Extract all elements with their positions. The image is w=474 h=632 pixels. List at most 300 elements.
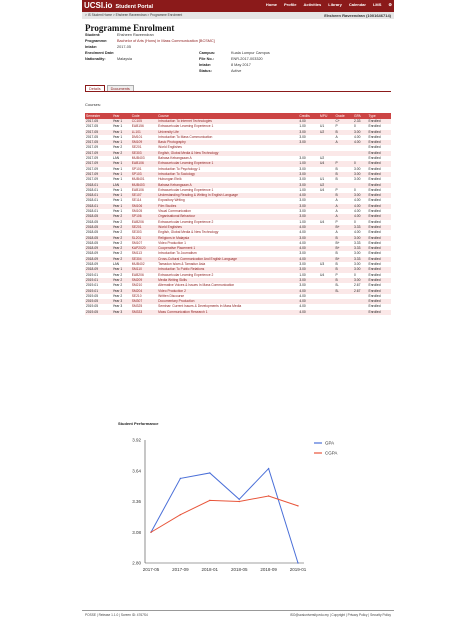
cell-course[interactable]: Introduction To Psychology 1 [157,167,298,172]
cell-course[interactable]: Introduction To Sociology [157,172,298,177]
legend-label: CGPA [325,450,338,456]
cell-mpu: U2 [319,183,334,188]
cell-course[interactable]: Bahasa Kebangsaan A [157,156,298,161]
cell-mpu: U4 [319,161,334,166]
cell-grade: B- [334,283,353,288]
top-bar [82,0,394,12]
cell-course[interactable]: Introduction To Journalism [157,251,298,256]
cell-code[interactable]: SM105 [131,209,157,214]
column-header: Code [131,113,157,119]
column-header: Type [368,113,392,119]
cell-code[interactable]: KAP2020 [131,246,157,251]
tab-divider [85,91,391,92]
table-row [85,310,391,315]
cell-year: Year 2 [112,278,131,283]
tab-documents[interactable]: Documents [107,85,134,92]
cell-semester: 2017-09 [85,177,112,182]
cell-year: LAN [112,183,131,188]
cell-code[interactable]: MUB401 [131,177,157,182]
cell-course[interactable]: Cooperative Placement 1 [157,246,298,251]
data-point-gpa [209,472,210,473]
cell-course[interactable]: Introduction To Mass Communication [157,135,298,140]
cell-credits: 3.00 [298,198,319,203]
cell-gpa: 0 [353,124,367,129]
legend-label: GPA [325,440,335,446]
cell-credits: 3.00 [298,167,319,172]
cell-gpa: 2.67 [353,283,367,288]
cell-semester: 2017-09 [85,151,112,156]
cell-gpa: 0 [353,273,367,278]
cell-type: Enrolled [368,294,392,299]
cell-gpa: 3.00 [353,262,367,267]
info-key: Status: [199,69,212,73]
cell-code[interactable]: SM204 [131,289,157,294]
info-key: Student: [85,33,101,37]
column-header: Credits [298,113,319,119]
cell-type: Enrolled [368,188,392,193]
cell-code[interactable]: SP106 [131,214,157,219]
cell-year: Year 1 [112,140,131,145]
cell-grade: B [334,193,353,198]
cell-semester: 2018-05 [85,220,112,225]
cell-semester: 2018-09 [85,257,112,262]
cell-year: Year 3 [112,299,131,304]
cell-course[interactable]: Expository Writing [157,198,298,203]
x-tick-label: 2018-01 [201,567,219,572]
cell-mpu: U1 [319,177,334,182]
cell-code[interactable]: SE114 [131,198,157,203]
cell-year: Year 1 [112,124,131,129]
cell-grade: C+ [334,119,353,124]
series-line-cgpa [151,496,298,532]
cell-course[interactable]: Understanding Reading & Writing In English Language [157,193,298,198]
breadcrumb-text[interactable]: > IS Student Home > Ehsheen Raveendran > Programme Enrolment [85,13,183,17]
cell-code[interactable]: SP101 [131,167,157,172]
cell-year: Year 1 [112,167,131,172]
cell-gpa: 3.00 [353,278,367,283]
cell-grade: P [334,273,353,278]
cell-semester: 2019-05 [85,310,112,315]
cell-year: Year 1 [112,172,131,177]
cell-course[interactable]: Written Discourse [157,294,298,299]
cell-grade: P [334,220,353,225]
cell-gpa: 3.00 [353,172,367,177]
cell-mpu: U4 [319,188,334,193]
cell-year: Year 2 [112,273,131,278]
cell-type: Enrolled [368,145,392,150]
cell-grade: B [334,130,353,135]
cell-course[interactable]: Video Production 2 [157,289,298,294]
cell-code[interactable]: EAB206 [131,273,157,278]
cell-mpu [319,310,334,315]
cell-gpa: 4.00 [353,204,367,209]
cell-grade: A [334,140,353,145]
cell-code[interactable]: SL201 [131,236,157,241]
cell-year: Year 2 [112,236,131,241]
data-point-gpa [268,468,269,469]
cell-gpa: 3.00 [353,177,367,182]
cell-code[interactable]: SE210 [131,294,157,299]
cell-year: Year 1 [112,198,131,203]
cell-credits: 3.00 [298,130,319,135]
data-point-cgpa [150,532,151,533]
cell-code[interactable]: SE303 [131,151,157,156]
cell-type: Enrolled [368,225,392,230]
cell-grade: B [334,236,353,241]
cell-semester: 2018-01 [85,188,112,193]
cell-code[interactable]: SE303 [131,230,157,235]
y-tick-label: 2.80 [132,560,141,566]
cell-type: Enrolled [368,283,392,288]
cell-course[interactable]: Cross-Cultural Communication And English Language [157,257,298,262]
tab-details[interactable]: Details [85,85,105,92]
data-point-gpa [297,562,298,563]
cell-year: Year 1 [112,130,131,135]
cell-type: Enrolled [368,156,392,161]
cell-type: Enrolled [368,119,392,124]
cell-year: Year 2 [112,241,131,246]
cell-grade: A [334,230,353,235]
cell-grade: B [334,167,353,172]
cell-semester: 2018-01 [85,209,112,214]
cell-type: Enrolled [368,209,392,214]
cell-gpa: 0 [353,161,367,166]
cell-code[interactable]: SM113 [131,251,157,256]
cell-credits: 3.00 [298,172,319,177]
data-point-cgpa [209,500,210,501]
cell-semester: 2019-05 [85,304,112,309]
cell-credits: 4.00 [298,230,319,235]
programme-link[interactable]: Bachelor of Arts (Hons) in Mass Communication [BCSMC] [117,39,215,43]
cell-semester: 2018-09 [85,267,112,272]
cell-course[interactable]: English, Global Media & New Technology [157,230,298,235]
cell-code[interactable]: SM325 [131,304,157,309]
cell-code[interactable]: SM307 [131,299,157,304]
cell-credits: 1.00 [298,124,319,129]
cell-semester: 2018-05 [85,230,112,235]
cell-year: Year 2 [112,283,131,288]
cell-course[interactable]: Bahasa Kebangsaan A [157,183,298,188]
cell-grade: P [334,188,353,193]
cell-grade: B [334,278,353,283]
cell-type: Enrolled [368,230,392,235]
cell-code[interactable]: SE304 [131,257,157,262]
cell-semester: 2017-09 [85,145,112,150]
cell-course[interactable]: Media Writing Skills [157,278,298,283]
cell-course[interactable]: Extracurricular Learning Experience 1 [157,188,298,193]
page-title: Programme Enrolment [85,23,175,33]
cell-code[interactable]: MUB403 [131,183,157,188]
cell-year: Year 2 [112,251,131,256]
cell-course[interactable]: Religions in Malaysia [157,236,298,241]
cell-course[interactable]: Visual Communication [157,209,298,214]
info-key: Intake: [85,45,98,49]
cell-year: Year 2 [112,145,131,150]
cell-course[interactable]: Extracurricular Learning Experience 1 [157,161,298,166]
cell-grade: B [334,172,353,177]
cell-credits: 3.00 [298,183,319,188]
info-left [85,33,215,63]
cell-course[interactable]: Basic Photography [157,140,298,145]
info-value: Ehsheen Raveendran [117,33,154,37]
cell-year: Year 3 [112,289,131,294]
cell-code[interactable]: EAB156 [131,124,157,129]
cell-credits: 3.00 [298,214,319,219]
nav-lms[interactable]: LMS [372,2,382,7]
cell-course[interactable]: Tamadun Islam & Tamadun Asia [157,262,298,267]
cell-mpu: U2 [319,130,334,135]
cell-code[interactable]: SM210 [131,283,157,288]
cell-course[interactable]: Documentary Production [157,299,298,304]
cell-course[interactable]: Extracurricular Learning Experience 2 [157,273,298,278]
cell-semester: 2017-09 [85,156,112,161]
x-tick-label: 2018-09 [260,567,277,572]
cell-course[interactable]: Introduction To Internet Technologies [157,119,298,124]
cell-semester: 2019-01 [85,278,112,283]
cell-code[interactable]: SM109 [131,140,157,145]
table-body [85,119,391,315]
cell-code[interactable]: MUB402 [131,262,157,267]
column-header: Year [112,113,131,119]
cell-semester: 2017-09 [85,161,112,166]
data-point-cgpa [297,505,298,506]
cell-credits: 4.00 [298,294,319,299]
cell-gpa: 2.67 [353,289,367,294]
cell-year: Year 2 [112,151,131,156]
cell-gpa: 2.33 [353,119,367,124]
cell-type: Enrolled [368,289,392,294]
nav-activities[interactable]: Activities [303,2,322,7]
cell-year: Year 2 [112,225,131,230]
cell-credits: 3.00 [298,135,319,140]
info-row [85,57,215,63]
cell-mpu: U4 [319,273,334,278]
cell-year: Year 1 [112,188,131,193]
cell-type: Enrolled [368,267,392,272]
cell-mpu: U4 [319,220,334,225]
data-point-gpa [239,499,240,500]
cell-type: Enrolled [368,304,392,309]
cell-semester: 2018-01 [85,183,112,188]
cell-credits: 4.00 [298,310,319,315]
cell-code[interactable]: SM333 [131,310,157,315]
cell-gpa: 3.00 [353,193,367,198]
cell-credits: 4.00 [298,225,319,230]
user-name: Ehsheen Raveendran (1001646714) [324,13,391,18]
cell-type: Enrolled [368,278,392,283]
cell-grade: B+ [334,246,353,251]
cell-course[interactable]: Extracurricular Learning Experience 1 [157,124,298,129]
cell-year: Year 1 [112,161,131,166]
cell-type: Enrolled [368,193,392,198]
cell-type: Enrolled [368,198,392,203]
cell-semester: 2018-09 [85,251,112,256]
cell-course[interactable]: University Life [157,130,298,135]
cell-course[interactable]: Alternative Voices & Issues In Mass Communication [157,283,298,288]
cell-credits: 3.00 [298,283,319,288]
cell-type: Enrolled [368,220,392,225]
info-value: 8 May 2017 [231,63,251,67]
cell-mpu: U2 [319,156,334,161]
brand-logo[interactable] [84,1,153,10]
cell-code[interactable]: SP103 [131,172,157,177]
cell-semester: 2017-09 [85,172,112,177]
cell-type: Enrolled [368,262,392,267]
cell-course[interactable]: Introduction To Public Relations [157,267,298,272]
cell-credits: 3.00 [298,262,319,267]
cell-semester: 2019-01 [85,289,112,294]
y-tick-label: 3.64 [132,468,141,474]
cell-year: Year 1 [112,177,131,182]
cell-year: Year 1 [112,209,131,214]
cell-code[interactable]: SE201 [131,145,157,150]
info-key: Campus: [199,51,216,55]
x-tick-label: 2017-09 [172,567,189,572]
cell-code[interactable]: EAB106 [131,188,157,193]
footer-right[interactable]: ISO@ucsiuniversity.edu.my | Copyright | Privacy Policy | Security Policy [289,613,391,617]
cell-credits: 3.00 [298,204,319,209]
chart-title: Student Performance [118,421,159,426]
cell-credits: 3.00 [298,209,319,214]
cell-grade: B [334,177,353,182]
cell-code[interactable]: EAB206 [131,220,157,225]
series-line-gpa [151,469,298,563]
data-point-cgpa [268,495,269,496]
cell-semester: 2018-05 [85,241,112,246]
cell-type: Enrolled [368,124,392,129]
column-header: Grade [334,113,353,119]
cell-gpa: 3.00 [353,236,367,241]
nav-home[interactable]: Home [265,2,278,7]
cell-course[interactable]: Video Production 1 [157,241,298,246]
cell-semester: 2018-05 [85,214,112,219]
cell-code[interactable]: SE107 [131,193,157,198]
cell-course[interactable]: Mass Communication Research 1 [157,310,298,315]
cell-semester: 2018-01 [85,204,112,209]
cell-course[interactable]: World Englishes [157,145,298,150]
cell-code[interactable]: EAB106 [131,161,157,166]
data-point-cgpa [239,501,240,502]
settings-icon[interactable]: ⚙ [388,2,392,7]
cell-credits: 4.00 [298,289,319,294]
cell-type: Enrolled [368,135,392,140]
cell-credits: 4.00 [298,193,319,198]
cell-year: Year 2 [112,220,131,225]
cell-grade: A [334,214,353,219]
cell-semester: 2017-09 [85,167,112,172]
cell-code[interactable]: DM101 [131,135,157,140]
nav-profile[interactable]: Profile [284,2,297,7]
nav-calendar[interactable]: Calendar [348,2,366,7]
info-value: ENR-2017-003320 [231,57,263,61]
cell-semester: 2019-01 [85,283,112,288]
cell-course[interactable]: Film Studies [157,204,298,209]
cell-gpa: 0 [353,188,367,193]
cell-code[interactable]: MUB403 [131,156,157,161]
column-header: MPU [319,113,334,119]
cell-semester: 2018-05 [85,236,112,241]
courses-label: Courses: [85,102,102,107]
cell-type: Enrolled [368,273,392,278]
cell-gpa: 4.00 [353,209,367,214]
cell-course[interactable]: World Englishes [157,225,298,230]
page [82,0,394,632]
cell-gpa: 3.00 [353,251,367,256]
cell-code[interactable]: LL101 [131,130,157,135]
cell-grade: B [334,251,353,256]
footer-left: POSSE | Release 1.1.0 | Screen ID: 4767S4 [85,613,148,617]
cell-gpa: 3.33 [353,257,367,262]
x-tick-label: 2017-05 [142,567,160,572]
cell-gpa: 3.00 [353,167,367,172]
cell-credits: 4.00 [298,246,319,251]
cell-gpa: 4.00 [353,198,367,203]
info-key: Nationality: [85,57,106,61]
cell-credits: 4.00 [298,257,319,262]
cell-year: LAN [112,262,131,267]
cell-year: Year 2 [112,257,131,262]
cell-year: LAN [112,156,131,161]
cell-grade [334,310,353,315]
cell-grade: A [334,198,353,203]
cell-course[interactable]: English, Global Media & New Technology [157,151,298,156]
cell-type: Enrolled [368,246,392,251]
cell-grade: A [334,204,353,209]
cell-semester: 2018-01 [85,198,112,203]
cell-grade: P [334,124,353,129]
cell-semester: 2017-05 [85,140,112,145]
cell-year: Year 2 [112,246,131,251]
cell-gpa: 0 [353,220,367,225]
cell-type: Enrolled [368,251,392,256]
cell-code[interactable]: SM209 [131,278,157,283]
cell-gpa [353,310,367,315]
cell-credits: 3.00 [298,251,319,256]
cell-course[interactable]: Extracurricular Learning Experience 2 [157,220,298,225]
cell-grade: B [334,262,353,267]
cell-type: Enrolled [368,172,392,177]
cell-credits: 1.00 [298,273,319,278]
cell-grade: P [334,161,353,166]
cell-year: Year 1 [112,193,131,198]
cell-course[interactable]: Seminar: Current Issues & Developments In Mass Media [157,304,298,309]
cell-credits: 1.00 [298,220,319,225]
cell-year: Year 1 [112,204,131,209]
info-value: Malaysia [117,57,132,61]
cell-mpu: U3 [319,262,334,267]
cell-type: Enrolled [368,177,392,182]
cell-course[interactable]: Hubungan Etnik [157,177,298,182]
cell-course[interactable]: Organisational Behaviour [157,214,298,219]
nav-library[interactable]: Library [328,2,342,7]
cell-type: Enrolled [368,151,392,156]
x-tick-label: 2019-01 [289,567,307,572]
info-key: Enrolment Date: [85,51,115,55]
cell-grade: A [334,209,353,214]
cell-mpu: U1 [319,124,334,129]
cell-code[interactable]: CC105 [131,119,157,124]
cell-code[interactable]: SM110 [131,267,157,272]
info-value: Kuala Lumpur Campus [231,51,270,55]
cell-code[interactable]: SM106 [131,204,157,209]
footer [82,610,394,619]
cell-year: Year 2 [112,294,131,299]
cell-code[interactable]: SM107 [131,241,157,246]
cell-gpa: 3.33 [353,246,367,251]
cell-grade: B+ [334,225,353,230]
cell-gpa: 3.00 [353,130,367,135]
cell-code[interactable]: SE201 [131,225,157,230]
